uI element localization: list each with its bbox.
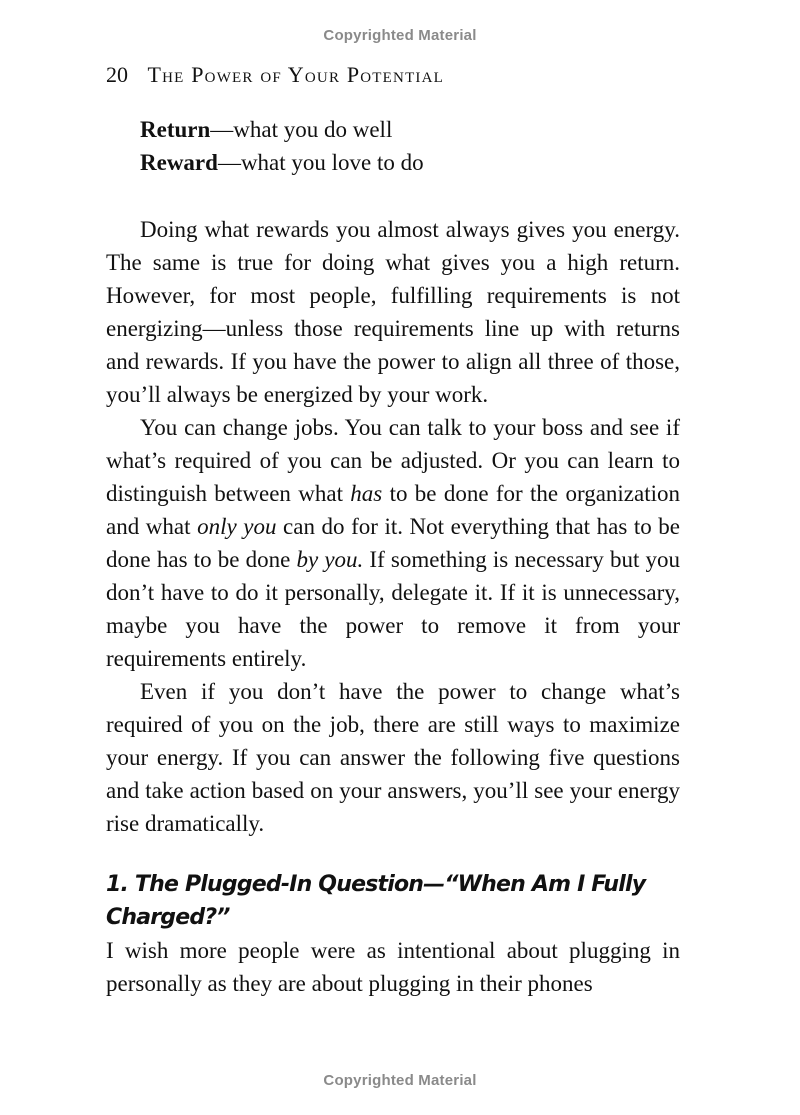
paragraph-3: Even if you don’t have the power to change what’s required of you on the job, there are still ways to maximize your energy. If you can answer the following five questions and take action based on your answers, you’ll see your energy rise dramatically.	[106, 679, 680, 836]
p2-text-c: to be done for the organization and what	[106, 481, 681, 539]
page-number: 20	[106, 62, 128, 87]
definition-list	[106, 113, 680, 179]
list-item-reward	[140, 146, 680, 179]
copyright-watermark-top: Copyrighted Material	[323, 27, 477, 44]
definition-return: —what you do well	[210, 117, 393, 142]
section-heading: 1. The Plugged-In Question—“When Am I Fully Charged?”	[106, 872, 646, 930]
p2-text-a: You can change jobs. You can talk to your boss and see if what’s required of you can be adjusted. Or you can learn to distinguish between what	[106, 415, 680, 506]
p2-text-g: If something is necessary but you don’t have to do it personally, delegate it. If it is unnecessary, maybe you have the power to remove it from your requirements entirely.	[106, 547, 680, 671]
p2-text-e: can do for it. Not everything that has to be done has to be done	[106, 514, 681, 572]
p2-emphasis-has: has	[350, 481, 383, 506]
p2-emphasis-by-you: by you.	[296, 547, 364, 572]
term-reward: Reward	[140, 150, 218, 175]
page-body	[106, 113, 680, 1000]
paragraph-2	[106, 411, 680, 675]
book-title: The Power of Your Potential	[147, 62, 445, 87]
p2-emphasis-only-you: only you	[197, 514, 277, 539]
definition-reward: —what you love to do	[217, 150, 424, 175]
running-head	[106, 62, 444, 88]
term-return: Return	[140, 117, 211, 142]
copyright-watermark-bottom: Copyrighted Material	[323, 1072, 477, 1089]
paragraph-1: Doing what rewards you almost always gives you energy. The same is true for doing what gives you a high return. However, for most people, fulfilling requirements is not energizing—unless those requirements line up with returns and rewards. If you have the power to align all three of those, you’ll always be energized by your work.	[106, 217, 680, 407]
paragraph-4: I wish more people were as intentional about plugging in personally as they are about plugging in their phones	[106, 938, 680, 996]
list-item-return	[140, 113, 680, 146]
